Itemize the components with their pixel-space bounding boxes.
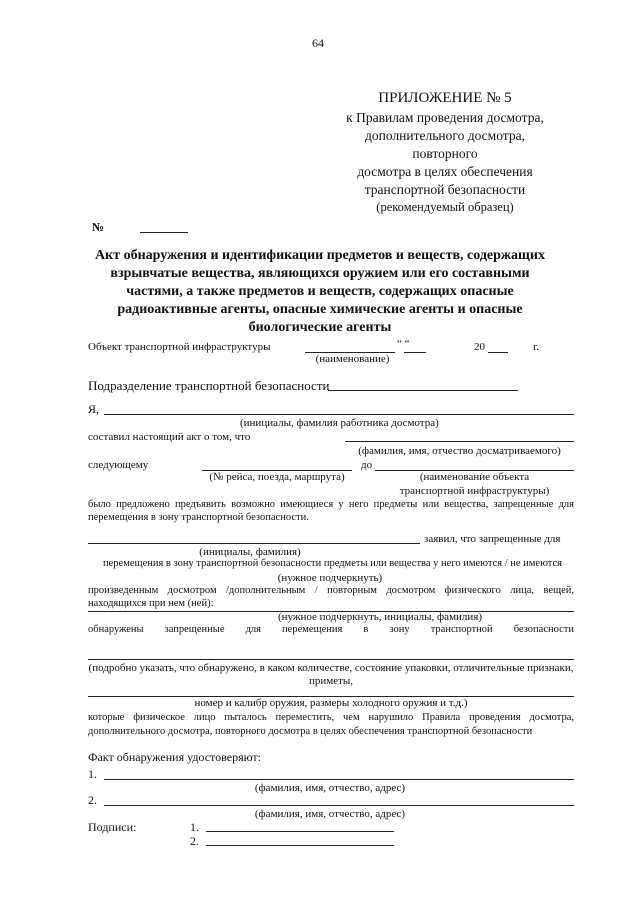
signature-number: 1. [190,820,199,834]
act-title: радиоактивные агенты, опасные химические агенты и опасные [117,302,523,317]
appendix-sample-note: (рекомендуемый образец) [376,200,514,214]
found-text: обнаружены запрещенные для перемещения в зону транспортной безопасности [88,624,574,635]
year-suffix: г. [533,341,540,353]
date-year-field[interactable] [488,352,508,353]
proposed-text: перемещения в зону транспортной безопасности. [88,512,309,523]
following-label: следующему [88,459,149,471]
date-quotes: “ “ [397,338,410,350]
signature-2-field[interactable] [206,845,394,846]
caption-initials: (инициалы, фамилия) [199,546,301,558]
document-number-field[interactable] [140,232,188,233]
appendix-line: транспортной безопасности [364,182,526,197]
appendix-line: повторного [412,146,478,161]
document-number-label: № [92,220,105,234]
declared-text: заявил, что запрещенные для [424,533,561,545]
signature-number: 2. [190,834,199,848]
act-title: взрывчатые вещества, являющихся оружием или его составными [110,266,530,281]
caption-object: транспортной инфраструктуры) [399,485,550,497]
caption-object: (наименование объекта [419,471,530,483]
caption-person: (фамилия, имя, отчество досматриваемого) [358,445,561,457]
appendix-title: ПРИЛОЖЕНИЕ № 5 [378,90,512,106]
violation-text: которые физическое лицо пыталось переместить, чем нарушило Правила проведения досмотра, [88,712,574,723]
caption-fio-address: (фамилия, имя, отчество, адрес) [254,808,406,820]
to-label: до [361,459,373,471]
witness-1-field[interactable] [104,779,574,780]
caption-flight: (№ рейса, поезда, маршрута) [209,471,345,483]
witness-number: 2. [88,793,97,807]
caption-inspector: (инициалы, фамилия работника досмотра) [240,417,439,429]
appendix-line: досмотра в целях обеспечения [357,164,533,179]
ya-label: Я, [88,402,100,416]
act-title: биологические агенты [248,320,392,335]
appendix-line: дополнительного досмотра, [365,128,525,143]
object-label: Объект транспортной инфраструктуры [88,341,271,353]
page-number: 64 [312,36,324,50]
caption-fio-address: (фамилия, имя, отчество, адрес) [254,782,406,794]
subdivision-label: Подразделение транспортной безопасности [88,378,330,393]
inspector-name-field[interactable] [104,414,574,415]
declarer-name-field[interactable] [88,543,420,544]
caption-detail: (подробно указать, что обнаружено, в каком количестве, состояние упаковки, отличительные признаки, [88,662,574,674]
inspection-text: произведенным досмотром /дополнительным / повторным досмотром физического лица, вещей, [88,585,574,596]
signatures-label: Подписи: [88,820,137,834]
found-items-field[interactable] [88,659,574,660]
act-title: частями, а также предметов и веществ, содержащих опасные [126,284,514,299]
caption-underline-initials: (нужное подчеркнуть, инициалы, фамилия) [277,611,483,623]
violation-text: дополнительного досмотра, повторного досмотра в целях обеспечения транспортной безопасности [88,726,533,737]
appendix-line: к Правилам проведения досмотра, [346,110,544,125]
inspection-text: находящихся при нем (ней): [88,598,214,609]
caption-detail: номер и калибр оружия, размеры холодного оружия и т.д.) [194,697,468,709]
compiled-text: составил настоящий акт о том, что [88,431,251,443]
act-title: Акт обнаружения и идентификации предметов и веществ, содержащих [95,248,545,263]
caption-name: (наименование) [315,353,390,365]
movement-text: перемещения в зону транспортной безопасности предметы или вещества у него имеются / не имеются [103,558,562,569]
date-day-field[interactable] [404,352,426,353]
proposed-text: было предложено предъявить возможно имеющиеся у него предметы или вещества, запрещенные для [88,499,574,510]
caption-detail: приметы, [308,675,354,687]
witness-2-field[interactable] [104,805,574,806]
year-prefix: 20 [474,341,485,353]
signature-1-field[interactable] [206,831,394,832]
witness-number: 1. [88,767,97,781]
caption-underline: (нужное подчеркнуть) [277,572,383,584]
person-name-field[interactable] [345,441,574,442]
witness-label: Факт обнаружения удостоверяют: [88,750,261,764]
subdivision-field[interactable] [328,390,518,391]
